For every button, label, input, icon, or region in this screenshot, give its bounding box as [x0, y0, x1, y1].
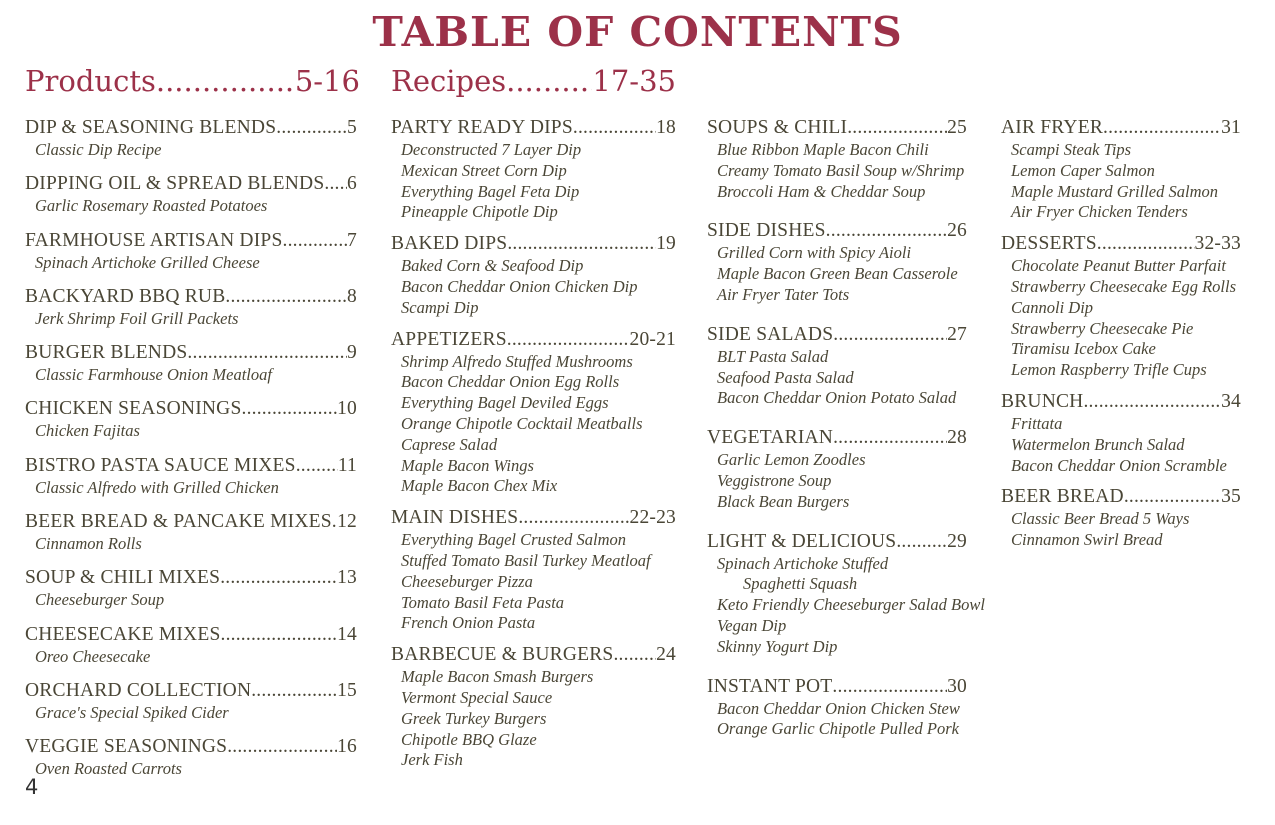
toc-section: [707, 323, 967, 409]
section-name: APPETIZERS: [391, 328, 507, 350]
recipe-list: [25, 590, 357, 611]
recipe-list: [391, 530, 676, 634]
recipe-list: [25, 309, 357, 330]
recipe-list: [25, 647, 357, 668]
section-name: SOUP & CHILI MIXES: [25, 567, 221, 589]
section-heading: [25, 285, 357, 309]
toc-section: [391, 328, 676, 498]
recipe-item: Bacon Cheddar Onion Potato Salad: [717, 388, 957, 408]
leader-dots: [225, 285, 347, 309]
leader-dots: [221, 623, 338, 647]
products-column: [25, 116, 357, 792]
section-name: LIGHT & DELICIOUS: [707, 530, 897, 552]
section-page: 19: [656, 233, 676, 255]
recipe-item: Grilled Corn with Spicy Aioli: [717, 243, 912, 263]
recipe-list: [25, 421, 357, 442]
toc-section: [707, 426, 967, 512]
toc-section: [25, 454, 357, 499]
leader-dots: [573, 116, 656, 140]
leader-dots: [518, 506, 629, 530]
section-name: BEER BREAD & PANCAKE MIXES: [25, 511, 332, 533]
section-page: 25: [947, 117, 967, 138]
recipes-column-1: [391, 116, 676, 780]
section-name: AIR FRYER: [1001, 117, 1104, 138]
recipe-item: Jerk Fish: [401, 750, 463, 770]
recipe-list: [707, 243, 967, 305]
page-title: TABLE OF CONTENTS: [372, 8, 903, 56]
section-name: DESSERTS: [1001, 233, 1097, 255]
leader-dots: [832, 675, 947, 699]
toc-section: [707, 530, 985, 658]
section-name: BISTRO PASTA SAUCE MIXES: [25, 454, 296, 476]
leader-dots: [1124, 485, 1221, 509]
section-page: 22-23: [629, 507, 676, 529]
recipe-list: [707, 450, 967, 512]
recipe-list: [707, 553, 985, 658]
toc-section: [1001, 485, 1241, 551]
recipe-item: Jerk Shrimp Foil Grill Packets: [35, 308, 239, 328]
section-page: 8: [347, 285, 357, 307]
recipe-item: Cinnamon Swirl Bread: [1011, 530, 1163, 550]
recipe-item: Grace's Special Spiked Cider: [35, 702, 229, 722]
section-page: 26: [947, 220, 967, 242]
toc-section: [25, 566, 357, 611]
toc-section: [25, 285, 357, 330]
recipe-item: Classic Dip Recipe: [35, 140, 162, 159]
section-name: BACKYARD BBQ RUB: [25, 285, 226, 307]
recipe-item: Shrimp Alfredo Stuffed Mushrooms: [401, 351, 633, 371]
section-name: SIDE SALADS: [707, 323, 834, 345]
section-page: 29: [947, 530, 967, 552]
recipe-item: Classic Alfredo with Grilled Chicken: [35, 477, 279, 497]
section-heading: [25, 510, 357, 534]
section-page: 15: [337, 679, 357, 701]
section-heading: [25, 454, 357, 478]
leader-dots: [220, 566, 337, 590]
recipe-item: Maple Bacon Wings: [401, 455, 534, 475]
toc-section: [707, 675, 967, 741]
section-page: 16: [337, 736, 357, 758]
recipe-item: Bacon Cheddar Onion Chicken Dip: [401, 276, 638, 296]
leader-dots: [896, 530, 947, 554]
recipe-list: [25, 253, 357, 274]
leader-dots: [296, 454, 338, 478]
section-name: ORCHARD COLLECTION: [25, 679, 252, 701]
recipe-list: [707, 140, 967, 202]
section-name: VEGETARIAN: [707, 427, 834, 449]
recipe-item: Orange Chipotle Cocktail Meatballs: [401, 413, 643, 433]
recipe-list: [1001, 140, 1241, 223]
recipe-list: [25, 140, 357, 161]
section-page: 34: [1221, 390, 1241, 412]
recipe-item: Seafood Pasta Salad: [717, 367, 854, 387]
toc-section: [25, 229, 357, 274]
recipe-item: Cheeseburger Soup: [35, 590, 165, 610]
toc-section: [391, 506, 676, 634]
section-heading: [25, 735, 357, 759]
section-heading: [1001, 116, 1241, 140]
recipe-item: Vegan Dip: [717, 615, 787, 635]
section-page: 14: [337, 623, 357, 645]
toc-section: [707, 116, 967, 202]
recipes-heading-label: Recipes: [391, 64, 507, 98]
recipe-item: Cinnamon Rolls: [35, 534, 142, 554]
section-heading: [25, 679, 357, 703]
section-name: VEGGIE SEASONINGS: [25, 736, 228, 758]
section-page: 18: [656, 117, 676, 138]
leader-dots: [1083, 390, 1221, 414]
section-heading: [707, 323, 967, 347]
recipe-item: Spinach Artichoke Grilled Cheese: [35, 252, 260, 272]
section-heading: [391, 328, 676, 352]
section-page: 24: [656, 644, 676, 666]
section-page: 31: [1221, 117, 1241, 138]
leader-dots: [276, 116, 347, 140]
recipe-item: BLT Pasta Salad: [717, 346, 829, 366]
recipe-item: Everything Bagel Crusted Salmon: [401, 530, 627, 550]
toc-section: [25, 735, 357, 780]
recipe-item: French Onion Pasta: [401, 613, 536, 633]
recipe-list: [25, 196, 357, 217]
recipe-item: Chipotle BBQ Glaze: [401, 729, 537, 749]
recipe-item: Vermont Special Sauce: [401, 687, 553, 707]
recipe-item: Air Fryer Tater Tots: [717, 284, 850, 304]
section-name: SIDE DISHES: [707, 220, 826, 242]
recipes-heading: [391, 64, 676, 98]
recipe-item: Garlic Lemon Zoodles: [717, 450, 866, 470]
leader-dots: [506, 64, 592, 98]
recipe-item: Keto Friendly Cheeseburger Salad Bowl: [717, 595, 985, 615]
toc-section: [707, 219, 967, 305]
recipes-heading-pages: 17-35: [592, 64, 676, 98]
recipe-item: Chocolate Peanut Butter Parfait: [1011, 256, 1226, 276]
recipes-column-3: [1001, 116, 1241, 560]
recipe-item: Bacon Cheddar Onion Chicken Stew: [717, 698, 960, 718]
section-heading: [707, 219, 967, 243]
leader-dots: [242, 397, 338, 421]
toc-section: [25, 510, 357, 555]
recipe-list: [25, 759, 357, 780]
section-page: 6: [347, 173, 357, 195]
recipe-item: Classic Beer Bread 5 Ways: [1011, 509, 1190, 529]
toc-section: [25, 397, 357, 442]
toc-section: [25, 116, 357, 161]
products-heading: [25, 64, 360, 98]
section-heading: [707, 426, 967, 450]
section-name: MAIN DISHES: [391, 507, 519, 529]
recipe-item: Oreo Cheesecake: [35, 646, 151, 666]
section-name: BURGER BLENDS: [25, 342, 188, 364]
section-name: DIPPING OIL & SPREAD BLENDS: [25, 173, 325, 195]
recipe-item: Lemon Raspberry Trifle Cups: [1011, 360, 1207, 380]
recipe-list: [1001, 509, 1241, 551]
recipe-item: Lemon Caper Salmon: [1011, 160, 1155, 180]
section-heading: [25, 397, 357, 421]
recipe-item: Spinach Artichoke Stuffed: [717, 553, 889, 573]
page-number: 4: [25, 775, 39, 799]
recipe-item: Pineapple Chipotle Dip: [401, 202, 558, 222]
section-name: BRUNCH: [1001, 390, 1084, 412]
section-page: 10: [337, 398, 357, 420]
recipe-list: [25, 703, 357, 724]
recipe-item: Skinny Yogurt Dip: [717, 636, 838, 656]
section-page: 13: [337, 567, 357, 589]
section-page: 11: [337, 454, 357, 476]
products-heading-pages: 5-16: [294, 64, 360, 98]
recipe-item: Mexican Street Corn Dip: [401, 160, 567, 180]
recipe-item: Bacon Cheddar Onion Scramble: [1011, 455, 1227, 475]
section-heading: [391, 232, 676, 256]
recipe-item: Maple Bacon Smash Burgers: [401, 667, 594, 687]
recipe-list: [391, 256, 676, 318]
recipe-item: Veggistrone Soup: [717, 470, 832, 490]
section-heading: [391, 116, 676, 140]
recipe-item: Scampi Dip: [401, 297, 479, 317]
recipes-column-2: [707, 116, 985, 757]
toc-section: [1001, 116, 1241, 223]
recipe-item: Oven Roasted Carrots: [35, 759, 182, 779]
recipe-item: Creamy Tomato Basil Soup w/Shrimp: [717, 160, 965, 180]
recipe-item: Scampi Steak Tips: [1011, 140, 1132, 159]
section-page: 28: [947, 427, 967, 449]
products-heading-label: Products: [25, 64, 156, 98]
leader-dots: [847, 116, 947, 140]
toc-section: [1001, 232, 1241, 381]
recipe-list: [25, 365, 357, 386]
section-heading: [707, 530, 967, 554]
section-heading: [707, 675, 967, 699]
section-name: BAKED DIPS: [391, 233, 508, 255]
recipe-item: Stuffed Tomato Basil Turkey Meatloaf: [401, 550, 651, 570]
section-page: 27: [947, 323, 967, 345]
leader-dots: [187, 341, 347, 365]
section-heading: [25, 566, 357, 590]
recipe-item: Spaghetti Squash: [743, 574, 858, 594]
section-name: FARMHOUSE ARTISAN DIPS: [25, 229, 283, 251]
recipe-item: Bacon Cheddar Onion Egg Rolls: [401, 372, 620, 392]
recipe-item: Strawberry Cheesecake Pie: [1011, 318, 1194, 338]
recipe-item: Orange Garlic Chipotle Pulled Pork: [717, 719, 959, 739]
recipe-item: Air Fryer Chicken Tenders: [1011, 202, 1188, 222]
section-page: 35: [1221, 486, 1241, 508]
section-heading: [707, 116, 967, 140]
recipe-list: [707, 699, 967, 741]
recipe-item: Broccoli Ham & Cheddar Soup: [717, 181, 926, 201]
section-heading: [1001, 390, 1241, 414]
recipe-list: [391, 352, 676, 498]
section-name: BARBECUE & BURGERS: [391, 644, 614, 666]
section-heading: [1001, 485, 1241, 509]
recipe-item: Cannoli Dip: [1011, 297, 1094, 317]
section-page: 9: [347, 342, 357, 364]
recipe-list: [1001, 256, 1241, 381]
toc-section: [25, 172, 357, 217]
recipe-item: Maple Bacon Chex Mix: [401, 476, 558, 496]
recipe-list: [25, 534, 357, 555]
section-name: CHICKEN SEASONINGS: [25, 398, 242, 420]
section-heading: [1001, 232, 1241, 256]
toc-section: [25, 341, 357, 386]
section-page: 20-21: [629, 328, 676, 350]
recipe-list: [391, 140, 676, 223]
toc-section: [391, 643, 676, 771]
recipe-item: Maple Mustard Grilled Salmon: [1011, 181, 1218, 201]
recipe-item: Classic Farmhouse Onion Meatloaf: [35, 365, 272, 385]
toc-section: [391, 116, 676, 223]
leader-dots: [833, 323, 947, 347]
section-heading: [25, 172, 357, 196]
recipe-item: Greek Turkey Burgers: [401, 708, 547, 728]
leader-dots: [251, 679, 337, 703]
section-page: 32-33: [1194, 233, 1241, 255]
recipe-item: Strawberry Cheesecake Egg Rolls: [1011, 276, 1236, 296]
section-name: CHEESECAKE MIXES: [25, 623, 221, 645]
recipe-item: Tomato Basil Feta Pasta: [401, 592, 565, 612]
recipe-list: [391, 667, 676, 771]
section-heading: [391, 643, 676, 667]
section-heading: [25, 229, 357, 253]
recipe-item: Chicken Fajitas: [35, 421, 140, 441]
leader-dots: [324, 172, 347, 196]
leader-dots: [156, 64, 295, 98]
section-name: SOUPS & CHILI: [707, 117, 848, 138]
section-name: INSTANT POT: [707, 675, 833, 697]
recipe-item: Baked Corn & Seafood Dip: [401, 256, 584, 276]
recipe-item: Garlic Rosemary Roasted Potatoes: [35, 196, 268, 216]
section-heading: [391, 506, 676, 530]
section-page: 5: [347, 117, 357, 138]
section-name: BEER BREAD: [1001, 486, 1124, 508]
recipe-item: Cheeseburger Pizza: [401, 571, 533, 591]
recipe-item: Frittata: [1011, 413, 1063, 433]
recipe-item: Watermelon Brunch Salad: [1011, 434, 1185, 454]
leader-dots: [1103, 116, 1221, 140]
recipe-item: Caprese Salad: [401, 434, 498, 454]
recipe-list: [1001, 414, 1241, 476]
section-page: 7: [347, 229, 357, 251]
section-page: 30: [947, 675, 967, 697]
leader-dots: [826, 219, 947, 243]
leader-dots: [833, 426, 947, 450]
recipe-list: [707, 347, 967, 409]
leader-dots: [283, 229, 348, 253]
leader-dots: [613, 643, 656, 667]
recipe-item: Everything Bagel Feta Dip: [401, 181, 580, 201]
leader-dots: [227, 735, 337, 759]
recipe-item: Maple Bacon Green Bean Casserole: [717, 264, 958, 284]
recipe-item: Everything Bagel Deviled Eggs: [401, 393, 609, 413]
section-page: 12: [337, 511, 357, 533]
leader-dots: [1097, 232, 1195, 256]
recipe-item: Black Bean Burgers: [717, 491, 850, 511]
recipe-item: Blue Ribbon Maple Bacon Chili: [717, 140, 929, 159]
toc-section: [1001, 390, 1241, 476]
toc-section: [25, 679, 357, 724]
toc-section: [391, 232, 676, 318]
section-name: DIP & SEASONING BLENDS: [25, 117, 277, 138]
section-heading: [25, 116, 357, 140]
section-heading: [25, 623, 357, 647]
recipe-list: [25, 478, 357, 499]
recipe-item: Deconstructed 7 Layer Dip: [401, 140, 582, 159]
toc-section: [25, 623, 357, 668]
section-heading: [25, 341, 357, 365]
leader-dots: [507, 232, 656, 256]
section-name: PARTY READY DIPS: [391, 117, 573, 138]
leader-dots: [507, 328, 630, 352]
recipe-item: Tiramisu Icebox Cake: [1011, 339, 1156, 359]
